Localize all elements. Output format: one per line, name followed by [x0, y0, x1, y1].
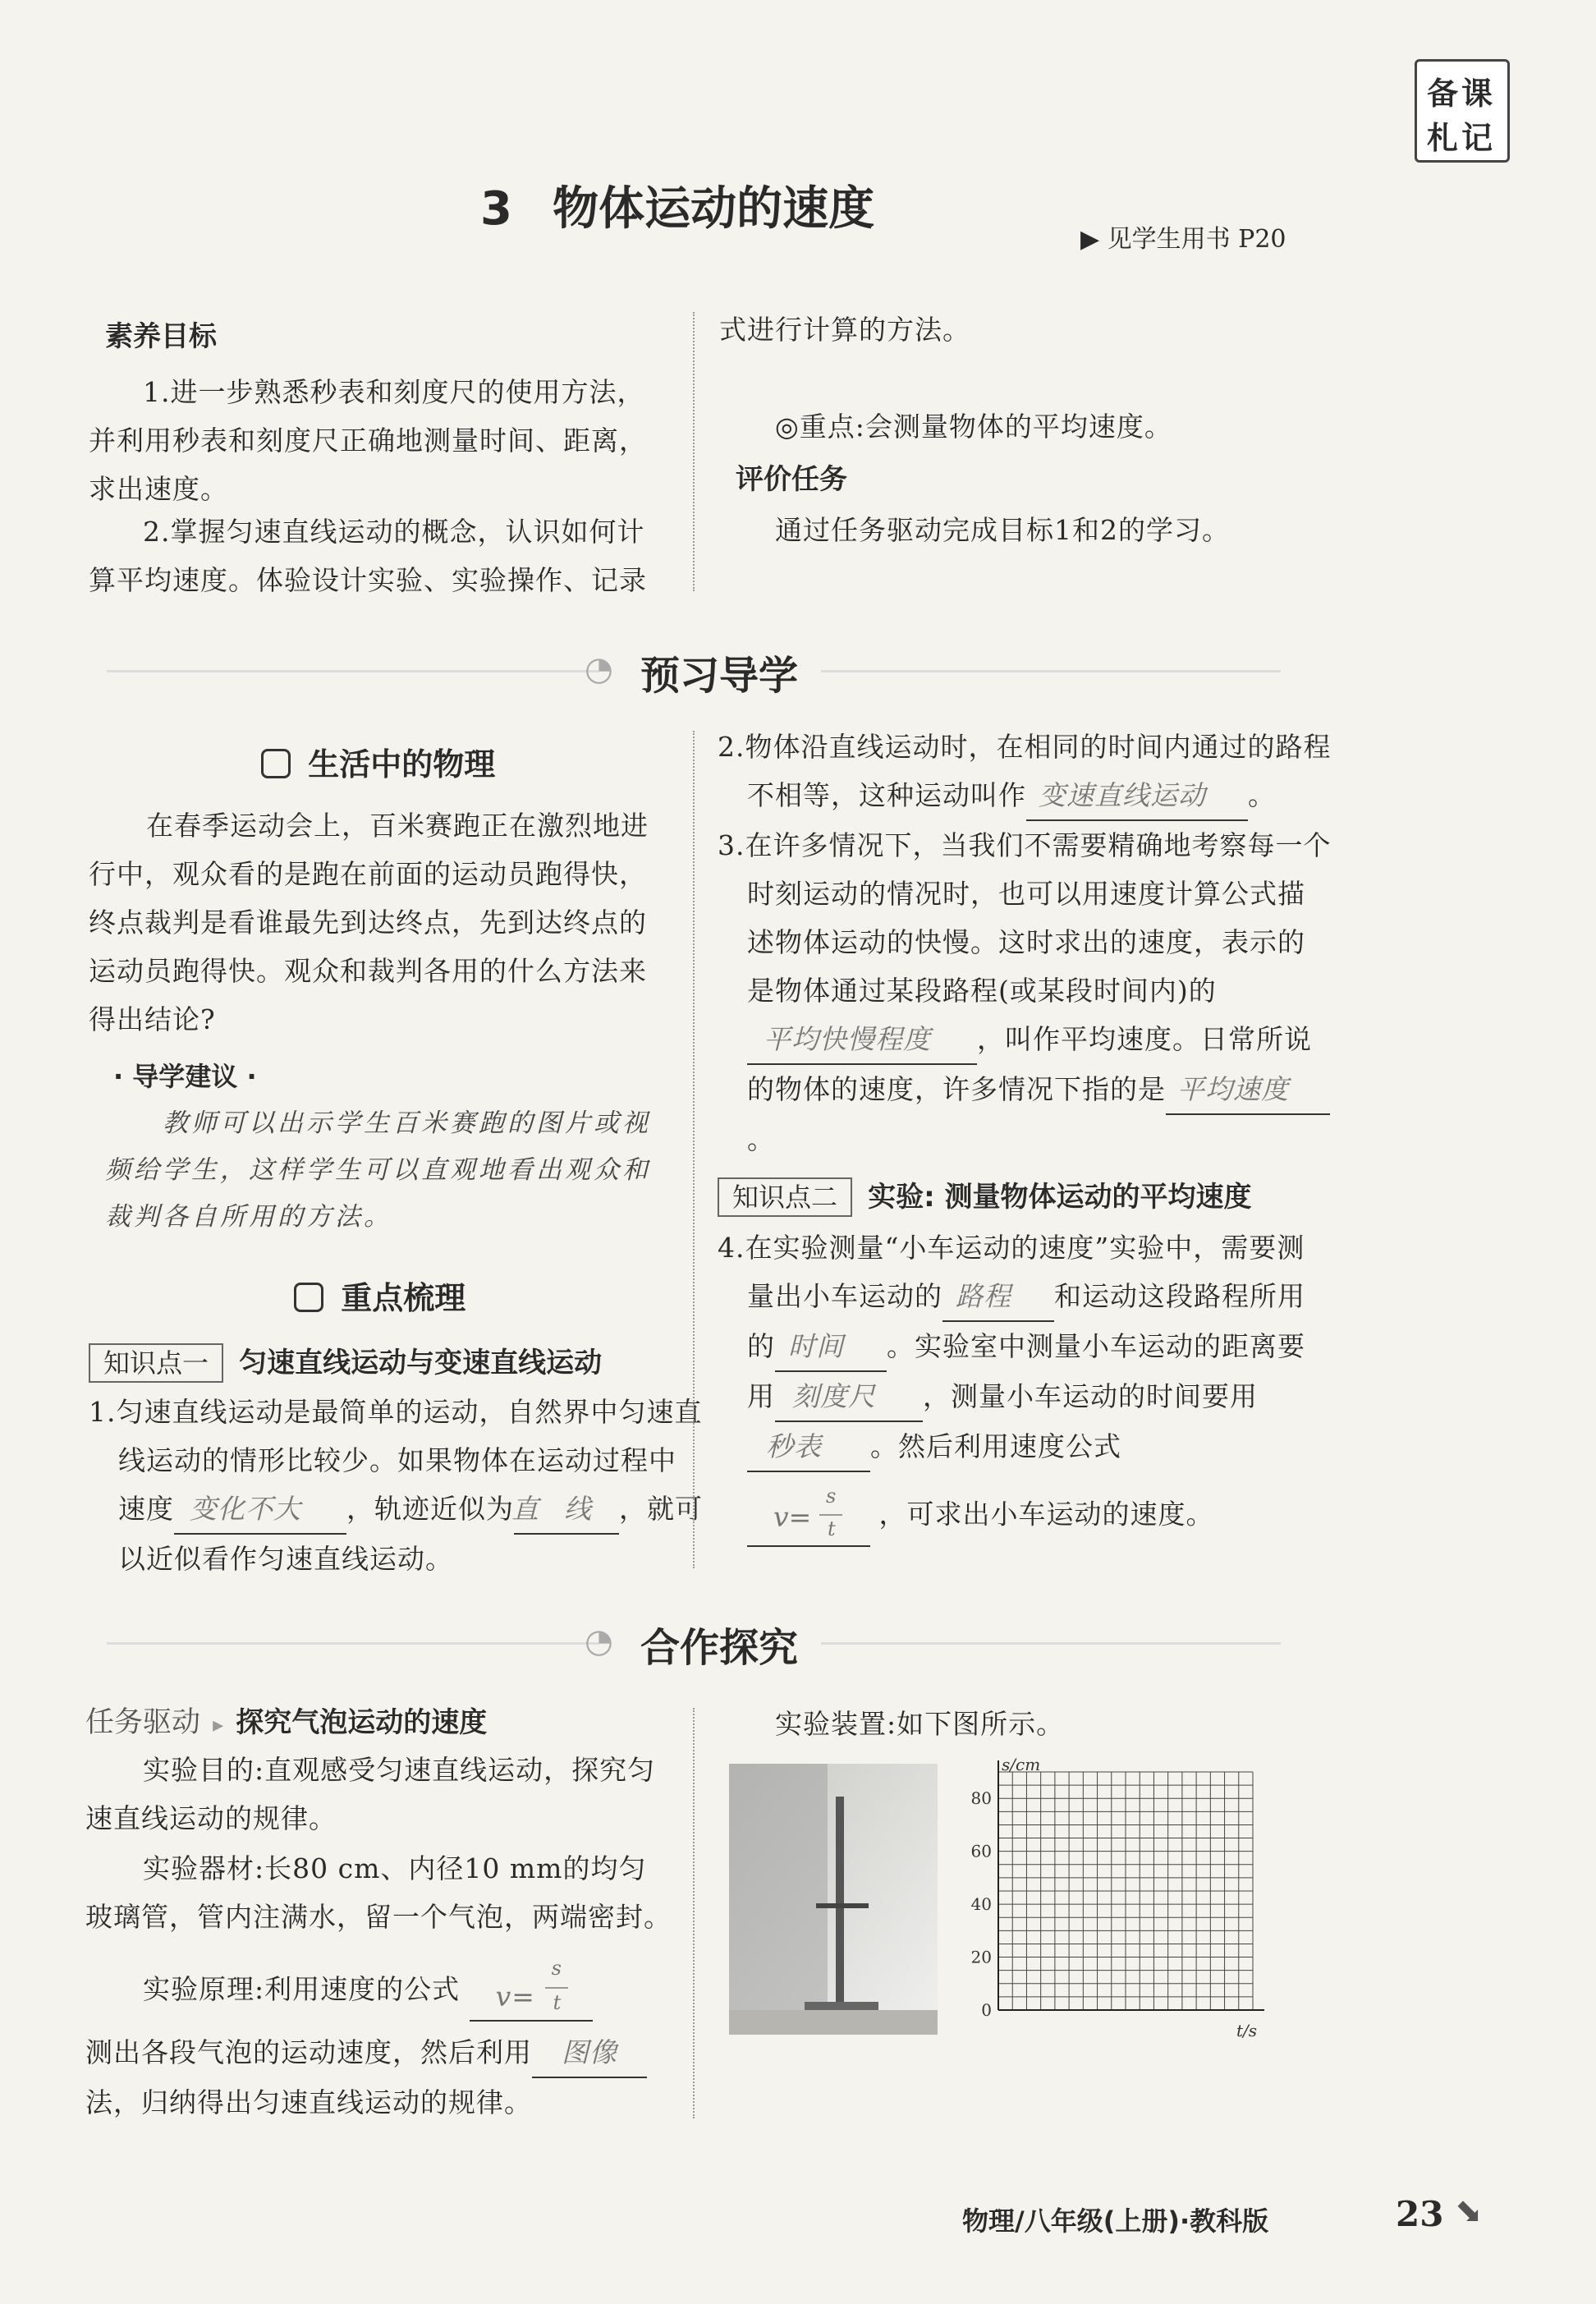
preview-divider: [693, 731, 695, 1568]
principle-formula-num: s: [551, 1957, 562, 1980]
goals-divider: [693, 312, 695, 591]
kp1-row: [89, 1340, 602, 1383]
q1-answer-2a: 直: [514, 1485, 566, 1535]
q1-text-c: ，就可以近似看作匀速直线运动。: [118, 1493, 703, 1575]
q4-formula: [747, 1485, 870, 1547]
notes-badge-line1: 备课: [1427, 75, 1497, 112]
q4-answer-3: 刻度尺: [775, 1372, 923, 1422]
kp1-tag: 知识点一: [89, 1343, 223, 1383]
q4-text-b: 和运动这段路程所用的: [747, 1280, 1305, 1362]
q3: [718, 821, 1332, 1163]
page-number: 23: [1396, 2194, 1444, 2234]
life-heading: 生活中的物理: [308, 746, 496, 783]
task-row: [85, 1700, 487, 1741]
q4-answer-4: 秒表: [747, 1422, 870, 1472]
q4-text-a: 4.在实验测量“小车运动的速度”实验中，需要测量出小车运动的: [718, 1232, 1305, 1312]
q4-formula-row: [747, 1485, 1214, 1547]
q1: [89, 1388, 703, 1583]
q4-text-c: 。实验室中测量小车运动的距离要用: [747, 1330, 1305, 1412]
kp1-title: 匀速直线运动与变速直线运动: [239, 1347, 603, 1379]
lesson-title-block: [480, 172, 1055, 238]
clamp-arm: [816, 1903, 869, 1908]
key-heading-block: [294, 1273, 466, 1318]
kp2-title: 实验: 测量物体运动的平均速度: [868, 1181, 1252, 1214]
principle-line1: [143, 1957, 676, 2022]
q3-text-a: 3.在许多情况下，当我们不需要精确地考察每一个时刻运动的情况时，也可以用速度计算公式描述物体运动的快慢。这时求出的速度，表示的是物体通过某段路程(或某段时间内)的: [718, 829, 1332, 1007]
life-heading-block: [261, 739, 495, 784]
q4-text-f: ，可求出小车运动的速度。: [878, 1498, 1214, 1531]
q3-answer-1: 平均快慢程度: [747, 1015, 977, 1065]
q2-text-b: 。: [1248, 779, 1276, 811]
student-book-ref: [1080, 218, 1286, 255]
eval-heading: 评价任务: [736, 463, 847, 496]
q1-text-b: ，轨迹近似为: [346, 1493, 514, 1525]
y-tick-label: 20: [970, 1947, 992, 1967]
y-tick-label: 0: [981, 2000, 992, 2020]
task-title: 探究气泡运动的速度: [236, 1706, 488, 1739]
q2-answer: 变速直线运动: [1026, 771, 1248, 821]
notes-badge: [1415, 59, 1510, 163]
y-tick-label: 60: [970, 1841, 992, 1861]
principle-formula-bar: [545, 1987, 568, 1989]
eval-text: 通过任务驱动完成目标1和2的学习。: [775, 514, 1230, 546]
q4-answer-1: 路程: [942, 1272, 1054, 1322]
y-tick-label: 40: [970, 1894, 992, 1915]
lesson-title: 物体运动的速度: [553, 182, 875, 236]
preview-banner: [82, 642, 1297, 700]
equipment: 实验器材:长80 cm、内径10 mm的均匀玻璃管，管内注满水，留一个气泡，两端密封。: [85, 1852, 672, 1933]
principle-formula-den: t: [553, 1991, 562, 2014]
q4: [718, 1223, 1332, 1472]
principle-text-b: 测出各段气泡的运动速度，然后利用: [85, 2036, 532, 2068]
q3-text-b: ，叫作平均速度。日常所说的物体的速度，许多情况下指的是: [747, 1023, 1312, 1105]
goals-p2-text: 2.掌握匀速直线运动的概念，认识如何计算平均速度。体验设计实验、实验操作、记录: [89, 516, 647, 596]
footer-book: 物理/八年级(上册)·教科版: [962, 2205, 1269, 2237]
goals-key-point: ◎重点:会测量物体的平均速度。: [775, 411, 1172, 443]
student-book-ref-text: 见学生用书 P20: [1107, 225, 1286, 254]
q4-formula-v: v=: [773, 1501, 812, 1533]
q4-answer-2: 时间: [775, 1322, 887, 1372]
chevron-right-icon: ▸: [213, 1713, 224, 1737]
guide-heading: · 导学建议 ·: [113, 1061, 257, 1092]
s-t-grid-chart: [961, 1756, 1273, 2040]
book-icon: [261, 749, 291, 778]
checklist-icon: [294, 1283, 323, 1312]
q3-text-c: 。: [747, 1123, 775, 1155]
guide-text: 教师可以出示学生百米赛跑的图片或视频给学生，这样学生可以直观地看出观众和裁判各自所用的方法。: [105, 1108, 651, 1232]
principle-answer: 图像: [532, 2028, 647, 2078]
goals-p2-left: [89, 507, 672, 604]
q1-answer-1: 变化不大: [174, 1485, 346, 1535]
coop-banner-title: 合作探究: [640, 1625, 799, 1671]
goals-p1: 1.进一步熟悉秒表和刻度尺的使用方法，并利用秒表和刻度尺正确地测量时间、距离，求出速度。: [89, 376, 647, 505]
q4-text-e: 。然后利用速度公式: [870, 1430, 1121, 1462]
kp2-row: [718, 1174, 1252, 1217]
purpose: 实验目的:直观感受匀速直线运动，探究匀速直线运动的规律。: [85, 1754, 656, 1834]
q2: [718, 723, 1332, 821]
goals-p2-continued: 式进行计算的方法。: [719, 314, 970, 346]
x-axis-label: t/s: [1236, 2021, 1258, 2040]
q2-text-a: 2.物体沿直线运动时，在相同的时间内通过的路程不相等，这种运动叫作: [718, 731, 1332, 811]
principle-rest: [85, 2028, 673, 2127]
glass-tube: [836, 1797, 844, 2002]
coop-divider: [693, 1708, 695, 2118]
key-heading: 重点梳理: [341, 1280, 466, 1316]
kp2-tag: 知识点二: [718, 1177, 852, 1217]
preview-banner-title: 预习导学: [640, 653, 799, 699]
q1-text-a: 1.匀速直线运动是最简单的运动，自然界中匀速直线运动的情形比较少。如果物体在运动过程中速度: [89, 1396, 703, 1525]
magnifier-icon: ◔: [585, 1622, 613, 1660]
task-tag: 任务驱动: [85, 1706, 201, 1739]
q4-text-d: ，测量小车运动的时间要用: [923, 1380, 1258, 1412]
q1-answer-2b: 线: [566, 1485, 619, 1535]
principle-text-a: 实验原理:利用速度的公式: [143, 1973, 461, 2005]
setup-text: 实验装置:如下图所示。: [775, 1708, 1065, 1740]
goals-heading: 素养目标: [105, 320, 217, 353]
principle-formula-v: v=: [495, 1980, 535, 2013]
y-axis-label: s/cm: [1002, 1756, 1041, 1774]
q3-answer-2: 平均速度: [1166, 1065, 1330, 1115]
q4-formula-den: t: [828, 1517, 836, 1540]
y-tick-label: 80: [970, 1788, 992, 1809]
play-arrow-icon: ▶: [1080, 225, 1100, 254]
principle-formula: [470, 1957, 593, 2022]
goals-p2-right: [719, 305, 1304, 402]
notes-badge-line2: 札记: [1427, 119, 1497, 156]
swirl-icon: ◔: [585, 650, 613, 688]
apparatus-photo: [729, 1764, 938, 2035]
q4-formula-bar: [819, 1514, 842, 1516]
q4-formula-num: s: [826, 1485, 837, 1508]
corner-arrow-icon: ⬊: [1455, 2192, 1483, 2230]
lesson-number: 3: [480, 182, 512, 236]
coop-banner: [82, 1614, 1297, 1672]
life-text: 在春季运动会上，百米赛跑正在激烈地进行中，观众看的是跑在前面的运动员跑得快，终点裁判是看谁最先到达终点，先到达终点的运动员跑得快。观众和裁判各用的什么方法来得出结论?: [89, 810, 649, 1035]
principle-text-c: 法，归纳得出匀速直线运动的规律。: [85, 2086, 532, 2118]
